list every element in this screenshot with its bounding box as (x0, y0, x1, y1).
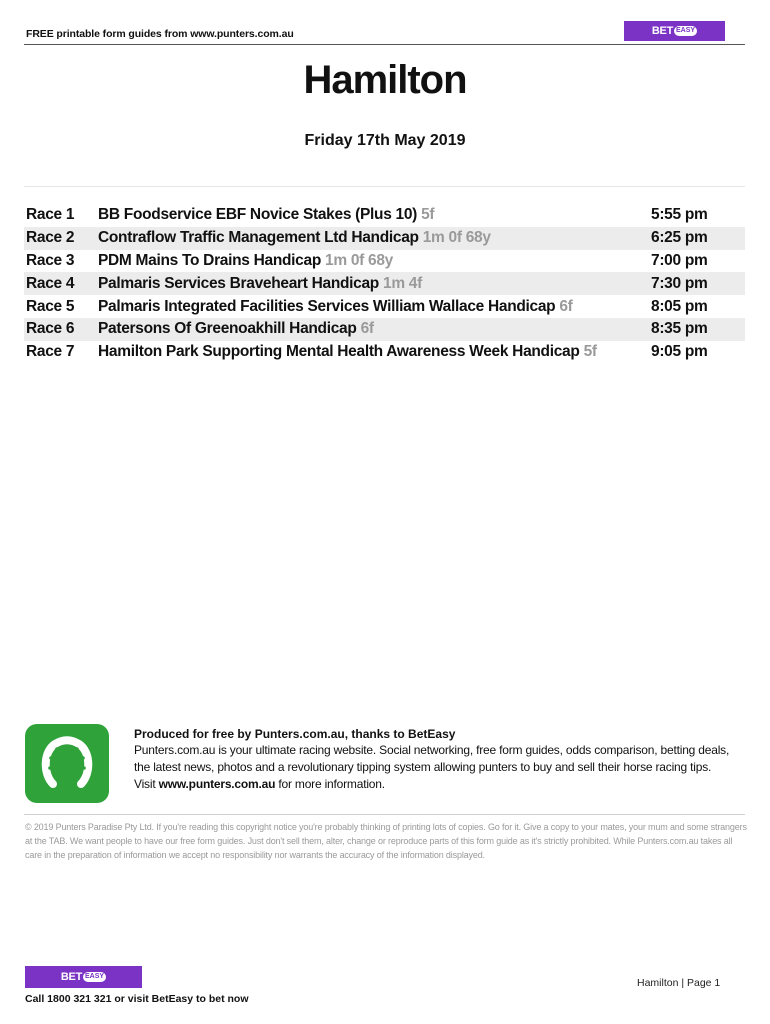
promo-body: Punters.com.au is your ultimate racing website. Social networking, free form guides, odds comparison, betting deals, the latest news, photos and a revolutionary tipping system allowing punters to buy and sell their horse racing tips. (134, 743, 730, 774)
beteasy-logo[interactable] (624, 21, 725, 41)
race-time: 6:25 pm (651, 229, 708, 247)
race-time: 7:00 pm (651, 251, 708, 269)
race-name: Patersons Of Greenoakhill Handicap (98, 320, 357, 338)
race-number: Race 4 (26, 274, 75, 292)
horseshoe-icon[interactable] (25, 724, 109, 803)
race-number: Race 5 (26, 297, 75, 315)
race-time: 8:35 pm (651, 320, 708, 338)
race-name: Hamilton Park Supporting Mental Health Awareness Week Handicap (98, 343, 580, 361)
promo-visit-suffix: for more information. (275, 777, 385, 791)
horseshoe-icon-graphic (37, 734, 97, 794)
page-title: Hamilton (303, 58, 467, 102)
promo-title: Produced for free by Punters.com.au, thanks to BetEasy (134, 727, 456, 741)
promo-visit-prefix: Visit (134, 777, 159, 791)
race-title (98, 275, 422, 293)
race-title (98, 206, 434, 224)
race-row (24, 227, 745, 250)
race-title (98, 252, 393, 270)
race-distance: 1m 0f 68y (325, 251, 393, 269)
footer-logo-bet-text: BET (60, 971, 83, 983)
race-time: 5:55 pm (651, 206, 708, 224)
race-title (98, 298, 573, 316)
race-title (98, 343, 597, 361)
header-tagline: FREE printable form guides from www.punters.com.au (26, 28, 294, 40)
header-divider (24, 44, 745, 45)
race-distance: 5f (421, 206, 435, 224)
race-title (98, 320, 374, 338)
race-row (24, 341, 745, 364)
race-row (24, 272, 745, 295)
race-name: Palmaris Services Braveheart Handicap (98, 274, 379, 292)
race-title (98, 229, 491, 247)
race-row (24, 204, 745, 227)
punters-link[interactable]: www.punters.com.au (158, 777, 276, 791)
title-divider (24, 186, 745, 187)
copyright-divider (24, 814, 745, 815)
race-distance: 6f (559, 297, 573, 315)
logo-easy-text: EASY (676, 27, 696, 34)
footer-logo-easy-text: EASY (85, 973, 105, 980)
race-row (24, 295, 745, 318)
beteasy-footer-logo[interactable] (25, 966, 142, 988)
race-distance: 1m 0f 68y (422, 229, 491, 247)
race-row (24, 250, 745, 273)
race-row (24, 318, 745, 341)
copyright-notice: © 2019 Punters Paradise Pty Ltd. If you're reading this copyright notice you're probably thinking of printing lots of copies. Go for it. Give a copy to your mates, your mum and some strangers at the TAB. We want people to have our free form guides. Just don't sell them, alter, change or reproduce parts of this form guide as it's strictly prohibited. While Punters.com.au takes all care in the preparation of information we accept no responsibility nor warrants the accuracy of the information displayed. (25, 822, 747, 860)
race-name: PDM Mains To Drains Handicap (98, 251, 321, 269)
race-distance: 1m 4f (383, 274, 422, 292)
race-number: Race 7 (26, 343, 75, 361)
race-name: BB Foodservice EBF Novice Stakes (Plus 10) (98, 206, 418, 224)
race-distance: 5f (583, 343, 597, 361)
race-number: Race 3 (26, 251, 75, 269)
race-time: 8:05 pm (651, 297, 708, 315)
race-name: Palmaris Integrated Facilities Services William Wallace Handicap (98, 297, 556, 315)
promo-block (134, 726, 746, 793)
race-time: 7:30 pm (651, 274, 708, 292)
meeting-date: Friday 17th May 2019 (304, 132, 466, 149)
race-number: Race 1 (26, 206, 75, 224)
race-list (24, 204, 745, 364)
race-number: Race 2 (26, 229, 75, 247)
footer-call-to-action: Call 1800 321 321 or visit BetEasy to bet now (25, 993, 249, 1005)
promo-visit-line (134, 776, 746, 793)
page-number: Hamilton | Page 1 (637, 977, 721, 989)
race-number: Race 6 (26, 320, 75, 338)
race-name: Contraflow Traffic Management Ltd Handicap (98, 229, 419, 247)
race-distance: 6f (360, 320, 374, 338)
race-time: 9:05 pm (651, 343, 708, 361)
logo-bet-text: BET (651, 25, 674, 37)
